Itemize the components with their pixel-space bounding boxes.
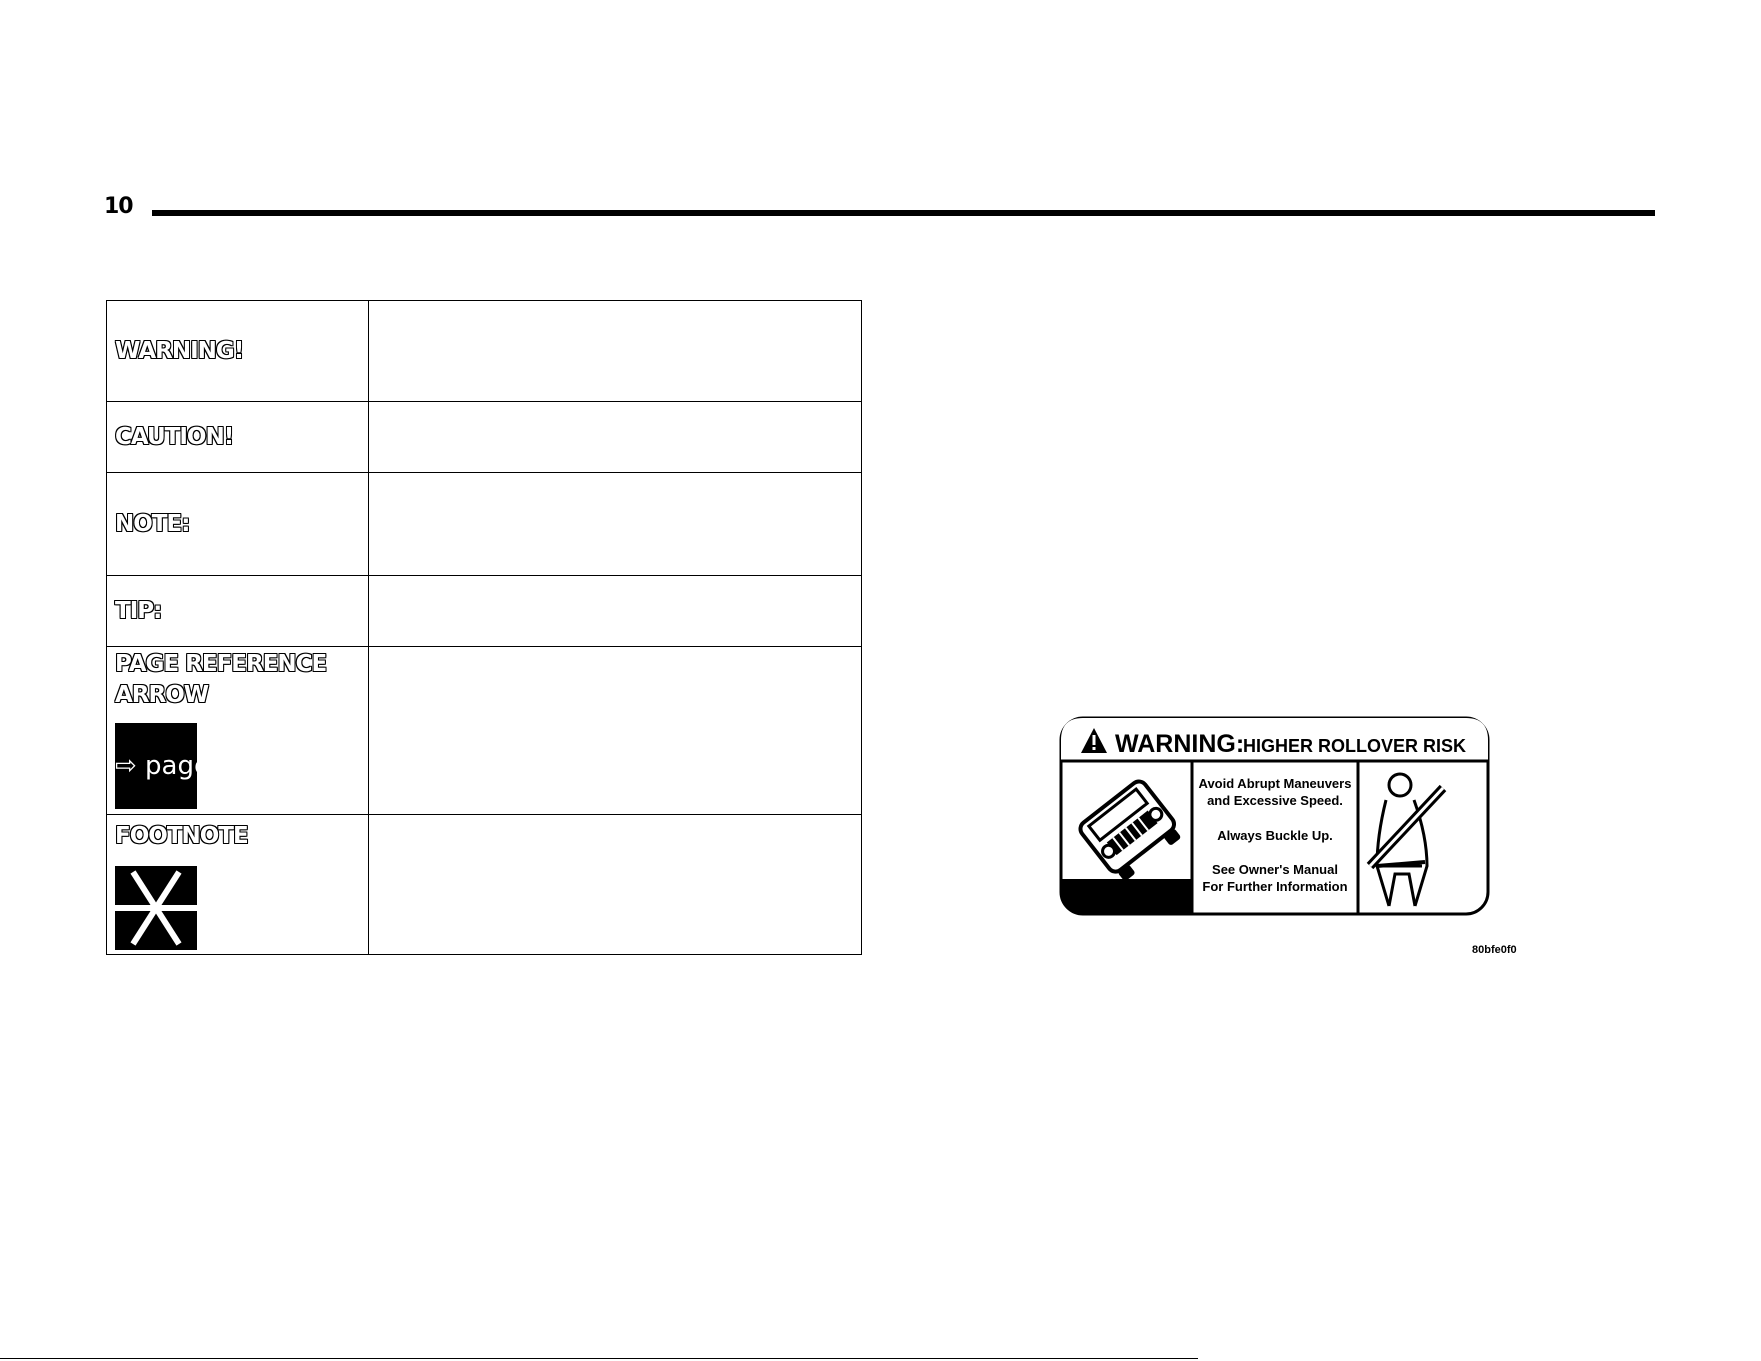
rollover-warning-label	[1059, 716, 1490, 916]
legend-label-caution: CAUTION!	[115, 423, 234, 450]
legend-label-tip: TIP:	[115, 597, 162, 624]
header-rule	[152, 210, 1655, 216]
warning-line-2: and Excessive Speed.	[1207, 793, 1343, 808]
page-reference-arrow-text: ⇨ page	[115, 751, 210, 781]
legend-description-tip	[369, 576, 862, 647]
figure-id: 80bfe0f0	[1472, 944, 1517, 956]
warning-line-4: See Owner's Manual	[1212, 862, 1338, 877]
legend-label-page-reference: PAGE REFERENCE ARROW	[115, 651, 327, 708]
symbol-legend-table	[106, 300, 862, 955]
legend-description-caution	[369, 402, 862, 473]
legend-row-note	[107, 473, 862, 576]
legend-description-page-reference	[369, 647, 862, 815]
warning-heading: WARNING:	[1115, 730, 1245, 758]
legend-row-caution	[107, 402, 862, 473]
warning-line-5: For Further Information	[1202, 879, 1348, 894]
legend-description-warning	[369, 301, 862, 402]
warning-subheading: HIGHER ROLLOVER RISK	[1243, 736, 1467, 756]
legend-label-note: NOTE:	[115, 510, 190, 537]
legend-row-tip	[107, 576, 862, 647]
bottom-rule	[0, 1358, 1198, 1359]
asterisk-icon	[115, 866, 197, 950]
page-number: 10	[104, 194, 133, 219]
legend-row-page-reference	[107, 647, 862, 815]
legend-description-note	[369, 473, 862, 576]
warning-line-3: Always Buckle Up.	[1217, 828, 1333, 843]
legend-label-footnote: FOOTNOTE	[115, 823, 248, 849]
legend-description-footnote	[369, 815, 862, 955]
warning-line-1: Avoid Abrupt Maneuvers	[1198, 776, 1352, 791]
legend-label-warning: WARNING!	[115, 337, 244, 364]
legend-row-footnote	[107, 815, 862, 955]
page-reference-arrow-icon	[115, 723, 210, 809]
legend-row-warning	[107, 301, 862, 402]
